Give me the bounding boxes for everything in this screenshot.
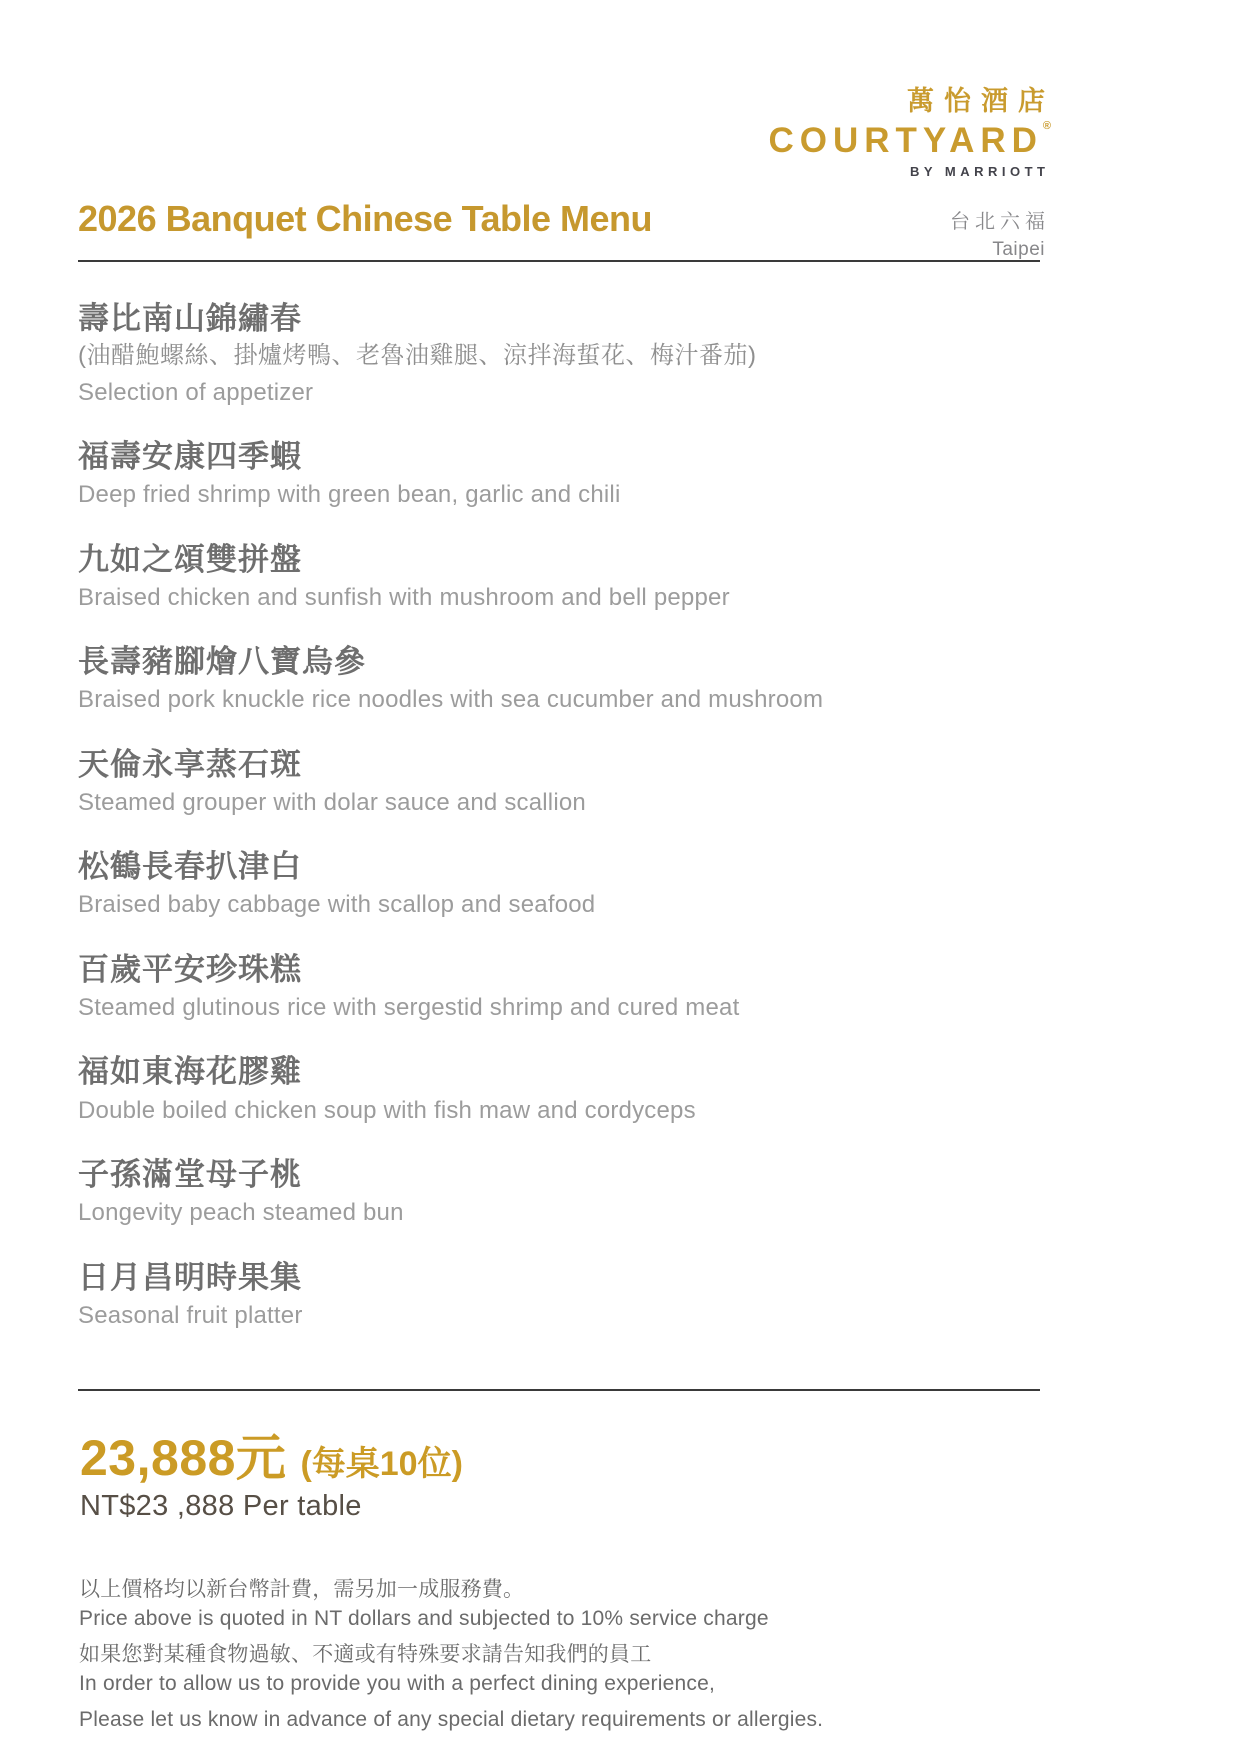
menu-item bbox=[78, 541, 1078, 615]
menu-item-name-cn: 天倫永享蒸石斑 bbox=[78, 746, 302, 782]
menu-item bbox=[78, 1156, 1078, 1230]
brand-logo-wordmark bbox=[768, 120, 1052, 160]
menu-item bbox=[78, 951, 1078, 1025]
registered-trademark-icon: ® bbox=[1042, 120, 1051, 132]
footer-note-allergy-en-1: In order to allow us to provide you with a perfect dining experience, bbox=[79, 1671, 715, 1695]
menu-list bbox=[78, 300, 1078, 1361]
price-amount-cn: 23,888元 bbox=[80, 1430, 287, 1486]
brand-logo-by-marriott: BY MARRIOTT bbox=[909, 164, 1050, 179]
footer-note-allergy-en-2: Please let us know in advance of any special dietary requirements or allergies. bbox=[79, 1707, 824, 1731]
menu-item-desc-en: Longevity peach steamed bun bbox=[78, 1199, 404, 1227]
menu-item bbox=[78, 848, 1078, 922]
divider-top bbox=[78, 260, 1040, 262]
menu-item-name-cn: 福壽安康四季蝦 bbox=[78, 438, 302, 474]
price-seats-note: (每桌10位) bbox=[300, 1445, 463, 1483]
menu-item bbox=[78, 643, 1078, 717]
menu-item-desc-en: Double boiled chicken soup with fish maw and cordyceps bbox=[78, 1096, 696, 1124]
menu-item-name-cn: 福如東海花膠雞 bbox=[78, 1054, 302, 1090]
menu-item-note: (油醋鮑螺絲、掛爐烤鴨、老魯油雞腿、涼拌海蜇花、梅汁番茄) bbox=[78, 342, 757, 370]
page-title: 2026 Banquet Chinese Table Menu bbox=[78, 198, 652, 239]
footer-notes bbox=[79, 1576, 1159, 1735]
brand-logo-chinese: 萬怡酒店 bbox=[907, 86, 1055, 116]
footer-note-service-charge-en: Price above is quoted in NT dollars and subjected to 10% service charge bbox=[79, 1606, 769, 1630]
menu-item-desc-en: Braised chicken and sunfish with mushroom and bell pepper bbox=[78, 583, 730, 611]
menu-item bbox=[78, 438, 1078, 512]
menu-item-name-cn: 長壽豬腳燴八寶烏參 bbox=[78, 644, 366, 680]
menu-item-desc-en: Seasonal fruit platter bbox=[78, 1301, 303, 1329]
menu-item-desc-en: Selection of appetizer bbox=[78, 378, 314, 406]
menu-item bbox=[78, 746, 1078, 820]
brand-logo bbox=[768, 86, 1055, 260]
menu-item-desc-en: Steamed grouper with dolar sauce and scallion bbox=[78, 788, 586, 816]
menu-item-name-cn: 松鶴長春扒津白 bbox=[78, 849, 302, 885]
menu-item-desc-en: Braised pork knuckle rice noodles with sea cucumber and mushroom bbox=[78, 686, 824, 714]
menu-item-name-cn: 壽比南山錦繡春 bbox=[78, 301, 302, 336]
divider-bottom bbox=[78, 1389, 1040, 1391]
menu-item-desc-en: Deep fried shrimp with green bean, garlic and chili bbox=[78, 481, 621, 509]
menu-item-desc-en: Steamed glutinous rice with sergestid shrimp and cured meat bbox=[78, 994, 740, 1022]
menu-item-desc-en: Braised baby cabbage with scallop and seafood bbox=[78, 891, 596, 919]
price-row bbox=[80, 1418, 463, 1490]
hotel-location-chinese: 台北六福 bbox=[950, 211, 1050, 233]
hotel-location-english: Taipei bbox=[992, 239, 1045, 260]
price-amount-en: NT$23 ,888 Per table bbox=[80, 1490, 362, 1522]
menu-item bbox=[78, 1053, 1078, 1127]
menu-item-name-cn: 百歲平安珍珠糕 bbox=[78, 951, 302, 987]
footer-note-service-charge-cn: 以上價格均以新台幣計費，需另加一成服務費。 bbox=[79, 1578, 525, 1601]
brand-logo-courtyard: COURTYARD bbox=[768, 121, 1043, 160]
menu-item-name-cn: 九如之頌雙拼盤 bbox=[78, 541, 302, 577]
menu-item-name-cn: 子孫滿堂母子桃 bbox=[78, 1157, 302, 1193]
menu-item bbox=[78, 300, 1078, 409]
menu-item bbox=[78, 1259, 1078, 1333]
footer-note-allergy-cn: 如果您對某種食物過敏、不適或有特殊要求請告知我們的員工 bbox=[79, 1642, 652, 1666]
menu-item-name-cn: 日月昌明時果集 bbox=[78, 1259, 302, 1295]
